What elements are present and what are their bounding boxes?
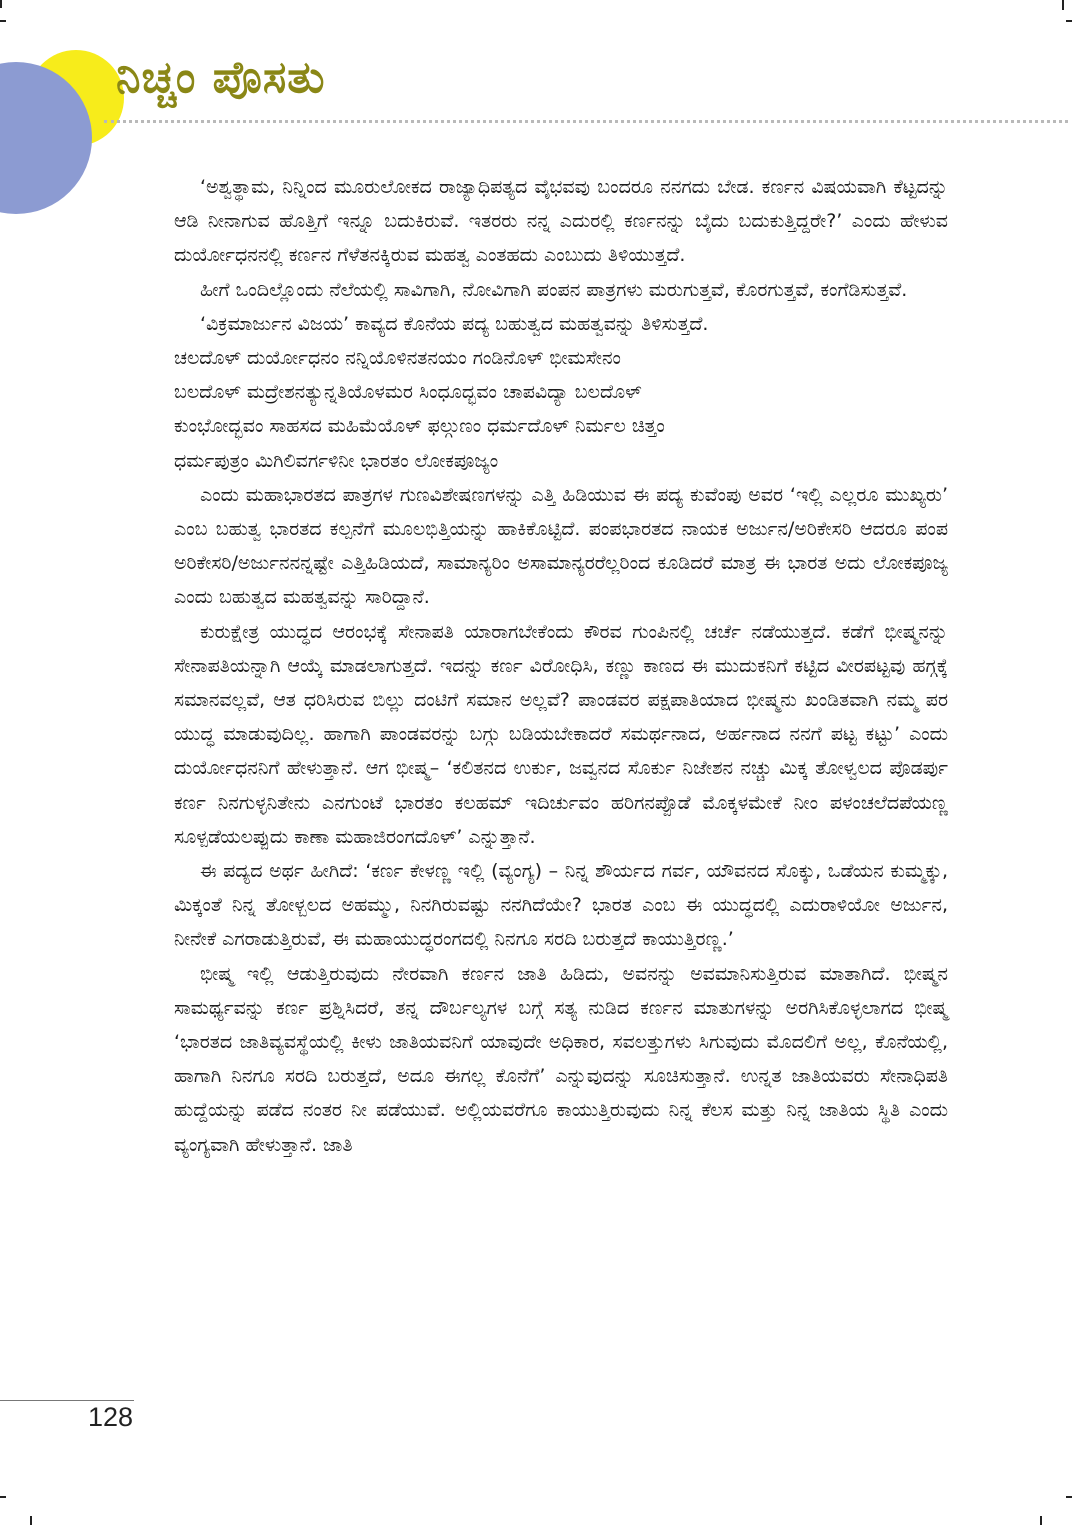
page-number: 128 xyxy=(88,1402,134,1432)
book-title: ನಿಚ್ಚಂ ಪೊಸತು xyxy=(116,52,326,103)
paragraph: ‘ಅಶ್ವತ್ಥಾಮ, ನಿನ್ನಿಂದ ಮೂರುಲೋಕದ ರಾಜ್ಯಾಧಿಪತ್ಯದ ವೈಭವವು ಬಂದರೂ ನನಗದು ಬೇಡ. ಕರ್ಣನ ವಿಷಯವಾಗಿ ಕೆಟ್ಟದನ್ನು ಆಡಿ ನೀನಾಗುವ ಹೊತ್ತಿಗೆ ಇನ್ನೂ ಬದುಕಿರುವೆ. ಇತರರು ನನ್ನ ಎದುರಲ್ಲಿ ಕರ್ಣನನ್ನು ಬೈದು ಬದುಕುತ್ತಿದ್ದರೇ?’ ಎಂದು ಹೇಳುವ ದುರ್ಯೋಧನನಲ್ಲಿ ಕರ್ಣನ ಗೆಳೆತನಕ್ಕಿರುವ ಮಹತ್ವ ಎಂತಹದು ಎಂಬುದು ತಿಳಿಯುತ್ತದೆ. xyxy=(174,176,948,267)
paragraph: ಈ ಪದ್ಯದ ಅರ್ಥ ಹೀಗಿದೆ: ‘ಕರ್ಣ ಕೇಳಣ್ಣ ಇಲ್ಲಿ (ವ್ಯಂಗ್ಯ) – ನಿನ್ನ ಶೌರ್ಯದ ಗರ್ವ, ಯೌವನದ ಸೊಕ್ಕು, ಒಡೆಯನ ಕುಮ್ಮಕ್ಕು, ಮಿಕ್ಕಂತೆ ನಿನ್ನ ತೋಳ್ಬಲದ ಅಹಮ್ಮು, ನಿನಗಿರುವಷ್ಟು ನನಗಿದೆಯೇ? ಭಾರತ ಎಂಬ ಈ ಯುದ್ಧದಲ್ಲಿ ಎದುರಾಳಿಯೋ ಅರ್ಜುನ, ನೀನೇಕೆ ಎಗರಾಡುತ್ತಿರುವೆ, ಈ ಮಹಾಯುದ್ಧರಂಗದಲ್ಲಿ ನಿನಗೂ ಸರದಿ ಬರುತ್ತದೆ ಕಾಯುತ್ತಿರಣ್ಣ.’ xyxy=(174,860,948,951)
crop-mark xyxy=(1062,0,1064,10)
paragraph: ಹೀಗೆ ಒಂದಿಲ್ಲೊಂದು ನೆಲೆಯಲ್ಲಿ ಸಾವಿಗಾಗಿ, ನೋವಿಗಾಗಿ ಪಂಪನ ಪಾತ್ರಗಳು ಮರುಗುತ್ತವೆ, ಕೊರಗುತ್ತವೆ, ಕಂಗೆಡಿಸುತ್ತವೆ. xyxy=(200,278,908,301)
crop-mark xyxy=(1066,1496,1072,1498)
header-dotted-rule xyxy=(104,120,1068,123)
main-text xyxy=(174,170,948,1162)
poem-intro: ‘ವಿಕ್ರಮಾರ್ಜುನ ವಿಜಯ’ ಕಾವ್ಯದ ಕೊನೆಯ ಪದ್ಯ ಬಹುತ್ವದ ಮಹತ್ವವನ್ನು ತಿಳಿಸುತ್ತದೆ. xyxy=(200,312,709,335)
crop-mark xyxy=(1066,20,1072,22)
crop-mark xyxy=(0,0,2,8)
crop-mark xyxy=(0,1496,6,1498)
paragraph: ಭೀಷ್ಮ ಇಲ್ಲಿ ಆಡುತ್ತಿರುವುದು ನೇರವಾಗಿ ಕರ್ಣನ ಜಾತಿ ಹಿಡಿದು, ಅವನನ್ನು ಅವಮಾನಿಸುತ್ತಿರುವ ಮಾತಾಗಿದೆ. ಭೀಷ್ಮನ ಸಾಮರ್ಥ್ಯವನ್ನು ಕರ್ಣ ಪ್ರಶ್ನಿಸಿದರೆ, ತನ್ನ ದೌರ್ಬಲ್ಯಗಳ ಬಗ್ಗೆ ಸತ್ಯ ನುಡಿದ ಕರ್ಣನ ಮಾತುಗಳನ್ನು ಅರಗಿಸಿಕೊಳ್ಳಲಾಗದ ಭೀಷ್ಮ ‘ಭಾರತದ ಜಾತಿವ್ಯವಸ್ಥೆಯಲ್ಲಿ ಕೀಳು ಜಾತಿಯವನಿಗೆ ಯಾವುದೇ ಅಧಿಕಾರ, ಸವಲತ್ತುಗಳು ಸಿಗುವುದು ಮೊದಲಿಗೆ ಅಲ್ಲ, ಕೊನೆಯಲ್ಲಿ, ಹಾಗಾಗಿ ನಿನಗೂ ಸರದಿ ಬರುತ್ತದೆ, ಅದೂ ಈಗಲ್ಲ ಕೊನೆಗೆ’ ಎನ್ನುವುದನ್ನು ಸೂಚಿಸುತ್ತಾನೆ. ಉನ್ನತ ಜಾತಿಯವರು ಸೇನಾಧಿಪತಿ ಹುದ್ದೆಯನ್ನು ಪಡೆದ ನಂತರ ನೀ ಪಡೆಯುವೆ. ಅಲ್ಲಿಯವರೆಗೂ ಕಾಯುತ್ತಿರುವುದು ನಿನ್ನ ಕೆಲಸ ಮತ್ತು ನಿನ್ನ ಜಾತಿಯ ಸ್ಥಿತಿ ಎಂದು ವ್ಯಂಗ್ಯವಾಗಿ ಹೇಳುತ್ತಾನೆ. ಜಾತಿ xyxy=(174,962,948,1156)
poem-line: ಚಲದೊಳ್ ದುರ್ಯೋಧನಂ ನನ್ನಿಯೊಳಿನತನಯಂ ಗಂಡಿನೊಳ್ ಭೀಮಸೇನಂ xyxy=(174,347,621,370)
crop-mark xyxy=(1040,1516,1042,1525)
crop-mark xyxy=(30,1516,32,1525)
crop-mark xyxy=(0,20,6,22)
paragraph: ಎಂದು ಮಹಾಭಾರತದ ಪಾತ್ರಗಳ ಗುಣವಿಶೇಷಣಗಳನ್ನು ಎತ್ತಿ ಹಿಡಿಯುವ ಈ ಪದ್ಯ ಕುವೆಂಪು ಅವರ ‘ಇಲ್ಲಿ ಎಲ್ಲರೂ ಮುಖ್ಯರು’ ಎಂಬ ಬಹುತ್ವ ಭಾರತದ ಕಲ್ಪನೆಗೆ ಮೂಲಭಿತ್ತಿಯನ್ನು ಹಾಕಿಕೊಟ್ಟಿದೆ. ಪಂಪಭಾರತದ ನಾಯಕ ಅರ್ಜುನ/ಅರಿಕೇಸರಿ ಆದರೂ ಪಂಪ ಅರಿಕೇಸರಿ/ಅರ್ಜುನನನ್ನಷ್ಟೇ ಎತ್ತಿಹಿಡಿಯದೆ, ಸಾಮಾನ್ಯರಿಂ ಅಸಾಮಾನ್ಯರರೆಲ್ಲರಿಂದ ಕೂಡಿದರೆ ಮಾತ್ರ ಈ ಭಾರತ ಅದು ಲೋಕಪೂಜ್ಯ ಎಂದು ಬಹುತ್ವದ ಮಹತ್ವವನ್ನು ಸಾರಿದ್ದಾನೆ. xyxy=(174,483,948,609)
poem-line: ಕುಂಭೋದ್ಭವಂ ಸಾಹಸದ ಮಹಿಮೆಯೊಳ್ ಫಲ್ಗುಣಂ ಧರ್ಮದೊಳ್ ನಿರ್ಮಲ ಚಿತ್ತಂ xyxy=(174,415,665,438)
footer-rule xyxy=(0,1400,134,1401)
poem-line: ಬಲದೊಳ್ ಮದ್ರೇಶನತ್ಯುನ್ನತಿಯೊಳಮರ ಸಿಂಧೂದ್ಭವಂ ಚಾಪವಿದ್ಯಾ ಬಲದೊಳ್ xyxy=(174,381,642,404)
poem-line: ಧರ್ಮಪುತ್ರಂ ಮಿಗಿಲಿವರ್ಗಳಿನೀ ಭಾರತಂ ಲೋಕಪೂಜ್ಯಂ xyxy=(174,449,499,472)
paragraph: ಕುರುಕ್ಷೇತ್ರ ಯುದ್ಧದ ಆರಂಭಕ್ಕೆ ಸೇನಾಪತಿ ಯಾರಾಗಬೇಕೆಂದು ಕೌರವ ಗುಂಪಿನಲ್ಲಿ ಚರ್ಚೆ ನಡೆಯುತ್ತದೆ. ಕಡೆಗೆ ಭೀಷ್ಮನನ್ನು ಸೇನಾಪತಿಯನ್ನಾಗಿ ಆಯ್ಕೆ ಮಾಡಲಾಗುತ್ತದೆ. ಇದನ್ನು ಕರ್ಣ ವಿರೋಧಿಸಿ, ಕಣ್ಣು ಕಾಣದ ಈ ಮುದುಕನಿಗೆ ಕಟ್ಟಿದ ವೀರಪಟ್ಟವು ಹಗ್ಗಕ್ಕೆ ಸಮಾನವಲ್ಲವೆ, ಆತ ಧರಿಸಿರುವ ಬಿಲ್ಲು ದಂಟಿಗೆ ಸಮಾನ ಅಲ್ಲವೆ? ಪಾಂಡವರ ಪಕ್ಷಪಾತಿಯಾದ ಭೀಷ್ಮನು ಖಂಡಿತವಾಗಿ ನಮ್ಮ ಪರ ಯುದ್ಧ ಮಾಡುವುದಿಲ್ಲ. ಹಾಗಾಗಿ ಪಾಂಡವರನ್ನು ಬಗ್ಗು ಬಡಿಯಬೇಕಾದರೆ ಸಮರ್ಥನಾದ, ಅರ್ಹನಾದ ನನಗೆ ಪಟ್ಟ ಕಟ್ಟು’ ಎಂದು ದುರ್ಯೋಧನನಿಗೆ ಹೇಳುತ್ತಾನೆ. ಆಗ ಭೀಷ್ಮ– ‘ಕಲಿತನದ ಉರ್ಕು, ಜವ್ವನದ ಸೊರ್ಕು ನಿಜೇಶನ ನಚ್ಚು ಮಿಕ್ಕ ತೋಳ್ವಲದ ಪೊಡರ್ಪು ಕರ್ಣ ನಿನಗುಳ್ಳನಿತೇನು ಎನಗುಂಟೆ ಭಾರತಂ ಕಲಹಮ್ ಇದಿರ್ಚುವಂ ಹರಿಗನಪ್ಪೊಡೆ ಮೊಕ್ಕಳಮೇಕೆ ನೀಂ ಪಳಂಚಲೆದಪೆಯಣ್ಣ ಸೂಳ್ಪಡೆಯಲಪ್ಪುದು ಕಾಣಾ ಮಹಾಜಿರಂಗದೊಳ್’ ಎನ್ನುತ್ತಾನೆ. xyxy=(174,620,948,848)
